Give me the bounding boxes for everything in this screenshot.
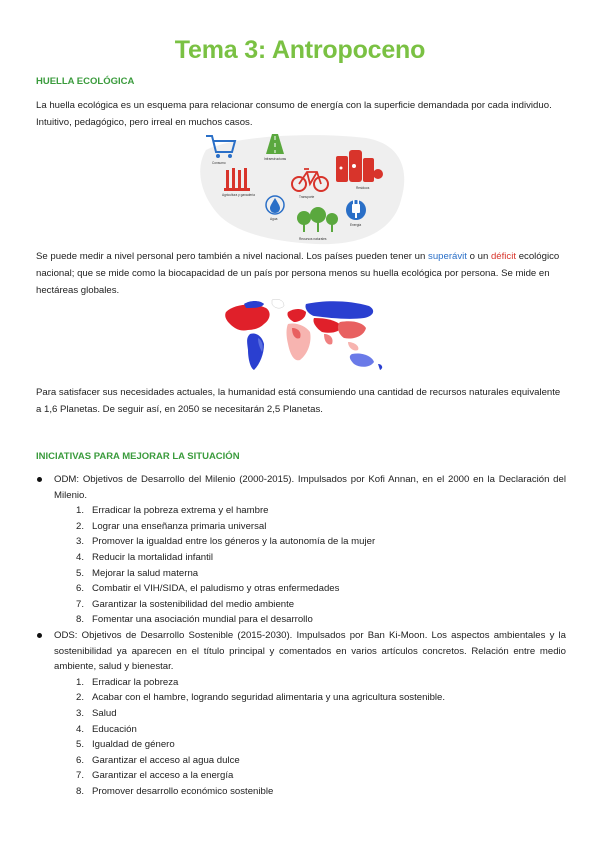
list-text: Garantizar el acceso al agua dulce [92, 754, 240, 766]
list-item [54, 597, 566, 613]
list-text: Educación [92, 723, 137, 735]
paragraph-planets: Para satisfacer sus necesidades actuales, la humanidad está consumiendo una cantidad de recursos naturales equivalente a 1,6 Planetas. De seguir así, en 2050 se necesitarán 2,5 Planetas. [36, 387, 561, 415]
list-text: Erradicar la pobreza [92, 676, 179, 688]
section-heading-huella: HUELLA ECOLÓGICA [36, 76, 135, 87]
list-text: Promover desarrollo económico sostenible [92, 785, 274, 797]
paragraph-deficit [36, 248, 566, 299]
initiatives-list [54, 472, 566, 799]
list-number: 2. [75, 692, 84, 704]
list-item [54, 690, 566, 706]
list-number: 4. [75, 723, 84, 735]
list-number: 6. [75, 583, 84, 595]
bullet-icon [37, 477, 42, 482]
odm-description: ODM: Objetivos de Desarrollo del Milenio (2000-2015). Impulsados por Kofi Annan, en el 2000 en la Declaración del Milenio. [54, 474, 566, 501]
odm-goals-list [54, 503, 566, 628]
list-number: 8. [75, 785, 84, 797]
list-text: Combatir el VIH/SIDA, el paludismo y otras enfermedades [92, 583, 340, 595]
label-energia: Energía [350, 223, 362, 227]
list-number: 3. [75, 707, 84, 719]
bullet-icon [37, 633, 42, 638]
label-transporte: Transporte [299, 195, 315, 199]
list-number: 2. [75, 520, 84, 532]
list-number: 4. [75, 551, 84, 563]
list-number: 3. [75, 536, 84, 548]
list-item [54, 519, 566, 535]
list-number: 5. [75, 739, 84, 751]
list-item [54, 503, 566, 519]
list-number: 6. [75, 754, 84, 766]
list-item [54, 706, 566, 722]
label-agricultura: Agricultura y ganadería [222, 193, 255, 197]
list-text: Salud [92, 707, 117, 719]
list-item [54, 675, 566, 691]
para2-text-c: ecológico nacional; que se mide como la biocapacidad de un país por persona menos su huella ecológica por persona. Se mide en hectáreas globales. [36, 251, 560, 296]
list-item-ods [54, 628, 566, 800]
list-item [54, 612, 566, 628]
list-number: 7. [75, 770, 84, 782]
list-text: Igualdad de género [92, 739, 175, 751]
list-item [54, 753, 566, 769]
list-number: 1. [75, 505, 84, 517]
page-title: Tema 3: Antropoceno [174, 36, 426, 64]
list-text: Fomentar una asociación mundial para el desarrollo [92, 614, 313, 626]
list-number: 5. [75, 567, 84, 579]
list-text: Reducir la mortalidad infantil [92, 551, 214, 563]
list-text: Promover la igualdad entre los géneros y la autonomía de la mujer [92, 536, 376, 548]
para2-text-a: Se puede medir a nivel personal pero también a nivel nacional. Los países pueden tener un [36, 251, 429, 262]
list-text: Garantizar el acceso a la energía [92, 770, 234, 782]
list-item [54, 550, 566, 566]
label-infraestructuras: Infraestructuras [264, 157, 287, 161]
list-number: 1. [75, 676, 84, 688]
label-consumo: Consumo [212, 161, 226, 165]
section-heading-iniciativas: INICIATIVAS PARA MEJORAR LA SITUACIÓN [36, 451, 240, 462]
deficit-word: déficit [490, 251, 517, 262]
list-item [54, 737, 566, 753]
list-item-odm [54, 472, 566, 628]
superavit-word: superávit [428, 251, 467, 262]
list-text: Mejorar la salud materna [92, 567, 199, 579]
para2-text-b: o un [466, 251, 491, 262]
plug-icon [346, 200, 366, 220]
list-text: Lograr una enseñanza primaria universal [92, 520, 267, 532]
list-text: Erradicar la pobreza extrema y el hambre [92, 505, 269, 517]
list-item [54, 534, 566, 550]
list-item [54, 768, 566, 784]
label-recursos: Recursos naturales [299, 237, 327, 241]
world-ecological-balance-map [214, 298, 389, 376]
ods-goals-list [54, 675, 566, 800]
ecological-footprint-infographic [196, 130, 411, 248]
list-item [54, 784, 566, 800]
label-residuos: Residuos [356, 186, 370, 190]
list-item [54, 566, 566, 582]
label-agua: Agua [270, 217, 278, 221]
list-number: 8. [75, 614, 84, 626]
list-item [54, 722, 566, 738]
list-number: 7. [75, 598, 84, 610]
paragraph-intro: La huella ecológica es un esquema para relacionar consumo de energía con la superficie demandada por cada individuo. Intuitivo, pedagógico, pero irreal en muchos casos. [36, 100, 552, 128]
list-item [54, 581, 566, 597]
ods-description: ODS: Objetivos de Desarrollo Sostenible (2015-2030). Impulsados por Ban Ki-Moon. Los aspectos ambientales y la sostenibilidad ya aparecen en el título principal y comentados en varios artículos concretos. Relación entre medio ambiente, salud y bienestar. [54, 629, 566, 673]
list-text: Garantizar la sostenibilidad del medio ambiente [92, 598, 295, 610]
list-text: Acabar con el hambre, logrando seguridad alimentaria y una agricultura sostenible. [92, 692, 446, 704]
